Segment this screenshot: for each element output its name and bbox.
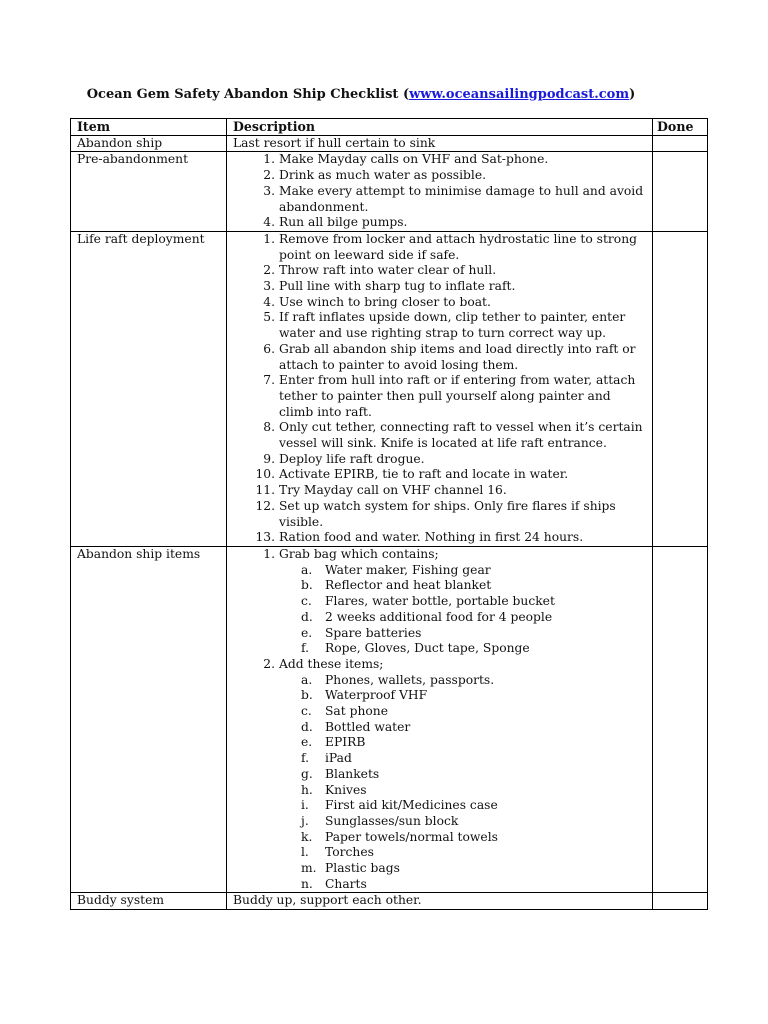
sub-text: Water maker, Fishing gear (325, 562, 491, 577)
step-number: 4. (263, 294, 275, 309)
sub-text: Spare batteries (325, 625, 422, 640)
list-item (263, 152, 648, 168)
sub-letter: b. (301, 688, 313, 703)
step-text: Use winch to bring closer to boat. (279, 294, 491, 309)
list-item (263, 310, 648, 341)
step-number: 1. (263, 231, 275, 246)
step-text: Remove from locker and attach hydrostatic line to strong point on leeward side if safe. (279, 231, 637, 262)
list-item (255, 467, 648, 483)
description-cell (227, 152, 653, 232)
sub-letter: d. (301, 609, 313, 624)
table-header-row (71, 119, 708, 136)
table-row (71, 546, 708, 892)
sub-list-item (301, 813, 648, 830)
list-item (255, 498, 648, 530)
step-text: Set up watch system for ships. Only fire flares if ships visible. (279, 498, 616, 529)
done-cell[interactable] (653, 152, 708, 232)
step-text: Throw raft into water clear of hull. (279, 263, 497, 278)
sub-letter: d. (301, 719, 313, 734)
description-cell: Last resort if hull certain to sink (227, 135, 653, 152)
sub-text: Charts (325, 876, 367, 891)
document-title (0, 86, 722, 104)
step-number: 5. (263, 310, 275, 325)
done-cell[interactable] (653, 546, 708, 892)
sub-letter: e. (301, 625, 313, 640)
step-text: If raft inflates upside down, clip tether to painter, enter water and use righting strap to turn correct way up. (279, 310, 626, 341)
sub-list-item (301, 641, 648, 657)
sub-text: Sunglasses/sun block (325, 813, 459, 828)
sub-list-item (301, 609, 648, 626)
sub-list-item (301, 861, 648, 877)
sub-text: Bottled water (325, 719, 411, 734)
sub-list-item (301, 751, 648, 767)
step-text: Activate EPIRB, tie to raft and locate in water. (279, 467, 569, 482)
item-cell: Abandon ship items (71, 546, 227, 892)
list-item (263, 215, 648, 231)
sub-list (279, 563, 648, 657)
item-cell: Pre-abandonment (71, 152, 227, 232)
sub-list-item (301, 672, 648, 689)
checklist-table (70, 118, 708, 910)
step-number: 8. (263, 420, 275, 435)
sub-letter: m. (301, 861, 317, 876)
table-row (71, 231, 708, 546)
sub-letter: f. (301, 641, 310, 656)
sub-text: First aid kit/Medicines case (325, 798, 498, 813)
list-item (263, 231, 648, 263)
sub-text: Waterproof VHF (325, 688, 428, 703)
list-item (263, 168, 648, 184)
title-close: ) (629, 87, 636, 102)
sub-text: Flares, water bottle, portable bucket (325, 594, 555, 609)
sub-list-item (301, 845, 648, 861)
step-text: Run all bilge pumps. (279, 215, 408, 230)
sub-letter: b. (301, 578, 313, 593)
sub-list-item (301, 625, 648, 642)
item-cell: Buddy system (71, 893, 227, 910)
step-text: Deploy life raft drogue. (279, 451, 425, 466)
sub-list (279, 673, 648, 893)
list-item (263, 451, 648, 468)
sub-letter: a. (301, 562, 313, 577)
list-item (255, 483, 648, 499)
step-list (233, 152, 652, 231)
step-number: 3. (263, 183, 275, 198)
sub-text: Blankets (325, 766, 380, 781)
list-item (263, 546, 648, 657)
description-cell: Buddy up, support each other. (227, 893, 653, 910)
podcast-link[interactable]: www.oceansailingpodcast.com (409, 87, 630, 102)
sub-text: Reflector and heat blanket (325, 578, 492, 593)
table-row (71, 152, 708, 232)
sub-list-item (301, 829, 648, 846)
sub-list-item (301, 719, 648, 736)
step-number: 1. (263, 546, 275, 561)
sub-list-item (301, 562, 648, 579)
sub-letter: a. (301, 672, 313, 687)
table-row (71, 893, 708, 910)
header-item: Item (71, 119, 227, 136)
done-cell[interactable] (653, 231, 708, 546)
list-item (263, 183, 648, 215)
step-text: Try Mayday call on VHF channel 16. (279, 483, 507, 498)
step-number: 4. (263, 215, 275, 230)
step-number: 1. (263, 152, 275, 167)
sub-list-item (301, 798, 648, 814)
sub-letter: c. (301, 594, 312, 609)
done-cell[interactable] (653, 135, 708, 152)
sub-text: EPIRB (325, 735, 366, 750)
description-cell (227, 231, 653, 546)
sub-letter: e. (301, 735, 313, 750)
step-text: Pull line with sharp tug to inflate raft. (279, 279, 516, 294)
sub-text: Sat phone (325, 704, 388, 719)
sub-list-item (301, 704, 648, 720)
step-list (233, 232, 652, 546)
sub-letter: h. (301, 782, 313, 797)
sub-list-item (301, 766, 648, 783)
sub-text: 2 weeks additional food for 4 people (325, 609, 553, 624)
step-number: 7. (263, 373, 275, 388)
step-text: Make every attempt to minimise damage to hull and avoid abandonment. (279, 183, 644, 214)
table-row (71, 135, 708, 152)
list-item (263, 263, 648, 279)
sub-text: Torches (325, 845, 374, 860)
sub-letter: f. (301, 751, 310, 766)
sub-text: Knives (325, 782, 367, 797)
sub-list-item (301, 876, 648, 893)
sub-letter: c. (301, 704, 312, 719)
step-number: 9. (263, 451, 275, 466)
list-item (263, 279, 648, 295)
step-text: Drink as much water as possible. (279, 168, 487, 183)
sub-letter: n. (301, 876, 313, 891)
header-done: Done (653, 119, 708, 136)
item-cell: Abandon ship (71, 135, 227, 152)
step-text: Ration food and water. Nothing in first 24 hours. (279, 530, 584, 545)
step-number: 11. (255, 483, 275, 498)
sub-letter: j. (301, 813, 309, 828)
list-item (263, 656, 648, 893)
item-cell: Life raft deployment (71, 231, 227, 546)
list-item (263, 420, 648, 451)
description-cell (227, 546, 653, 892)
sub-letter: l. (301, 845, 309, 860)
step-number: 12. (255, 498, 275, 513)
step-text: Make Mayday calls on VHF and Sat-phone. (279, 152, 549, 167)
sub-letter: i. (301, 798, 309, 813)
sub-text: Rope, Gloves, Duct tape, Sponge (325, 641, 530, 656)
step-number: 6. (263, 341, 275, 356)
step-number: 2. (263, 656, 275, 671)
sub-list-item (301, 578, 648, 594)
list-item (263, 341, 648, 373)
sub-list-item (301, 594, 648, 610)
sub-text: Plastic bags (325, 861, 400, 876)
step-number: 2. (263, 168, 275, 183)
sub-letter: g. (301, 766, 313, 781)
sub-list-item (301, 782, 648, 799)
step-number: 10. (255, 467, 275, 482)
list-item (263, 294, 648, 311)
sub-letter: k. (301, 829, 313, 844)
title-text: Ocean Gem Safety Abandon Ship Checklist ( (86, 87, 410, 102)
step-text: Enter from hull into raft or if entering from water, attach tether to painter then pull yourself along painter and climb into raft. (279, 373, 636, 419)
done-cell[interactable] (653, 893, 708, 910)
sub-text: iPad (325, 751, 352, 766)
step-text: Grab bag which contains; (279, 546, 439, 561)
header-description: Description (227, 119, 653, 136)
sub-text: Phones, wallets, passports. (325, 672, 495, 687)
list-item (263, 373, 648, 420)
step-text: Add these items; (279, 656, 384, 671)
sub-list-item (301, 688, 648, 704)
list-item (255, 530, 648, 546)
step-list (233, 547, 652, 892)
step-number: 2. (263, 263, 275, 278)
step-number: 3. (263, 279, 275, 294)
sub-list-item (301, 735, 648, 751)
step-text: Only cut tether, connecting raft to vessel when it’s certain vessel will sink. Knife is located at life raft entrance. (279, 420, 643, 451)
step-text: Grab all abandon ship items and load directly into raft or attach to painter to avoid losing them. (279, 341, 636, 372)
step-number: 13. (255, 530, 275, 545)
sub-text: Paper towels/normal towels (325, 829, 498, 844)
